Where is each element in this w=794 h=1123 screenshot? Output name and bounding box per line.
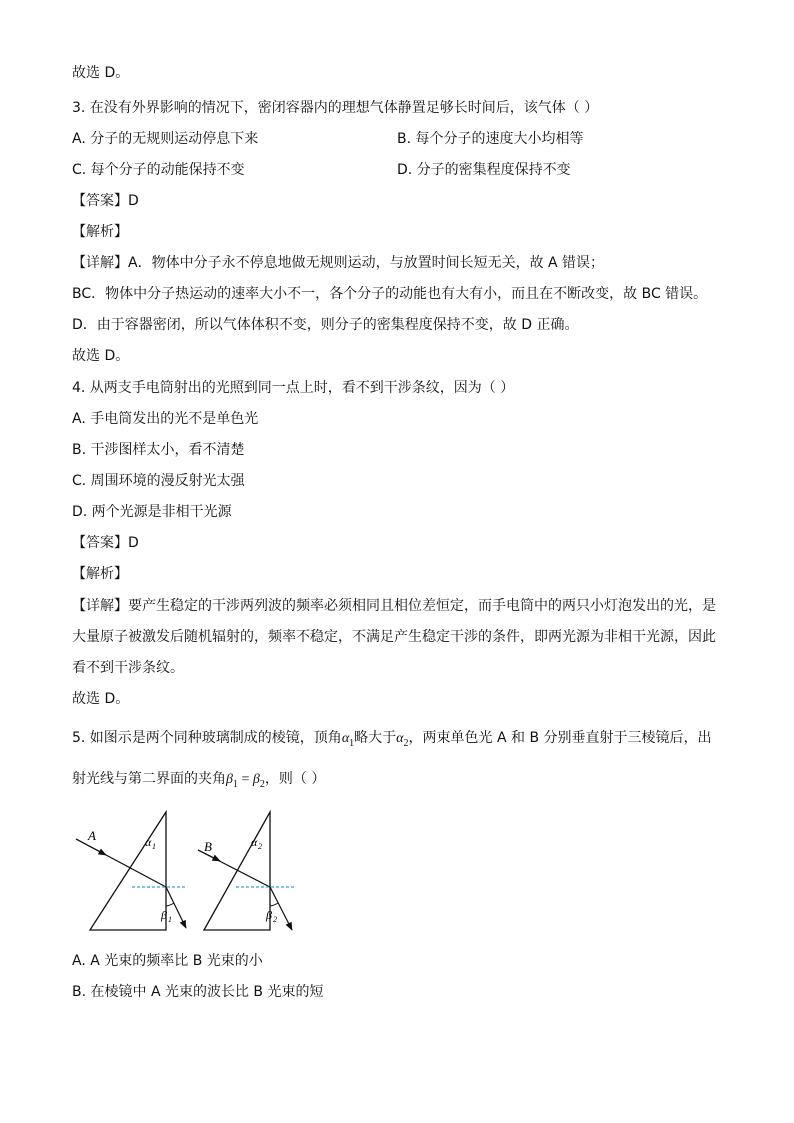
right-prism-outline bbox=[204, 812, 270, 930]
q5-option-a: A. A 光束的频率比 B 光束的小 bbox=[72, 953, 263, 969]
q3-option-a: A. 分子的无规则运动停息下来 bbox=[72, 131, 259, 147]
q5-stem-line-1 bbox=[72, 728, 712, 754]
beta-symbol: β bbox=[226, 772, 233, 787]
q4-detail-line-2: 大量原子被激发后随机辐射的，频率不稳定，不满足产生稳定干涉的条件，即两光源为非相干光源，因此 bbox=[72, 629, 716, 645]
left-apex-sub: 1 bbox=[152, 842, 156, 851]
prism-figure bbox=[70, 806, 310, 936]
q5-stem-text-3: ，两束单色光 A 和 B 分别垂直射于三棱镜后，出 bbox=[408, 730, 712, 746]
q4-option-c: C. 周围环境的漫反射光太强 bbox=[72, 473, 245, 489]
left-exit-label: β bbox=[161, 908, 167, 922]
q4-conclusion: 故选 D。 bbox=[72, 691, 130, 707]
right-exit-sub: 2 bbox=[273, 915, 277, 924]
q4-option-b: B. 干涉图样太小，看不清楚 bbox=[72, 442, 245, 458]
q4-option-a: A. 手电筒发出的光不是单色光 bbox=[72, 411, 259, 427]
left-prism-outline bbox=[90, 812, 166, 930]
q5-stem-text-4: 射光线与第二界面的夹角 bbox=[72, 771, 226, 787]
right-apex-sub: 2 bbox=[258, 842, 262, 851]
left-exit-angle-arc bbox=[166, 903, 174, 906]
alpha-subscript-1: 1 bbox=[349, 737, 355, 749]
q5-stem-text-2: 略大于 bbox=[354, 730, 397, 746]
q3-detail-line-2: BC．物体中分子热运动的速率大小不一，各个分子的动能也有大有小，而且在不断改变，故 BC 错误。 bbox=[72, 286, 708, 302]
right-beam-label: B bbox=[204, 839, 212, 854]
beta-symbol: β bbox=[252, 772, 260, 787]
q4-analysis-heading: 【解析】 bbox=[72, 566, 128, 582]
q3-answer: 【答案】D bbox=[72, 193, 139, 209]
q3-analysis-heading: 【解析】 bbox=[72, 224, 128, 240]
left-beam-label: A bbox=[88, 828, 96, 843]
q3-detail-line-1: 【详解】A．物体中分子永不停息地做无规则运动，与放置时间长短无关，故 A 错误； bbox=[72, 255, 605, 271]
alpha-symbol: α bbox=[341, 731, 350, 746]
beta-subscript-1: 1 bbox=[232, 778, 238, 790]
q4-detail-line-1: 【详解】要产生稳定的干涉两列波的频率必须相同且相位差恒定，而手电筒中的两只小灯泡发出的光，是 bbox=[72, 598, 716, 614]
q3-option-c: C. 每个分子的动能保持不变 bbox=[72, 162, 245, 178]
right-apex-label: α bbox=[251, 835, 258, 849]
q5-stem-text-1: 5. 如图示是两个同种玻璃制成的棱镜，顶角 bbox=[72, 730, 342, 746]
right-exit-label: β bbox=[266, 908, 272, 922]
q5-option-b: B. 在棱镜中 A 光束的波长比 B 光束的短 bbox=[72, 984, 324, 1000]
beta-subscript-2: 2 bbox=[259, 778, 265, 790]
left-apex-label: α bbox=[145, 835, 152, 849]
q3-option-b: B. 每个分子的速度大小均相等 bbox=[397, 131, 584, 147]
alpha-symbol: α bbox=[396, 731, 404, 746]
q4-detail-line-3: 看不到干涉条纹。 bbox=[72, 660, 184, 676]
q3-option-d: D. 分子的密集程度保持不变 bbox=[397, 162, 571, 178]
q3-conclusion: 故选 D。 bbox=[72, 348, 130, 364]
right-exit-angle-arc bbox=[270, 903, 278, 906]
left-exit-sub: 1 bbox=[168, 915, 172, 924]
equals-sign: = bbox=[237, 772, 253, 787]
q5-stem-text-5: ，则（ ） bbox=[264, 771, 326, 787]
q5-stem-line-2 bbox=[72, 769, 325, 795]
q3-stem: 3. 在没有外界影响的情况下，密闭容器内的理想气体静置足够长时间后，该气体（ ） bbox=[72, 100, 599, 116]
q4-option-d: D. 两个光源是非相干光源 bbox=[72, 504, 232, 520]
left-prism bbox=[76, 812, 186, 930]
q4-answer: 【答案】D bbox=[72, 535, 139, 551]
q3-detail-line-3: D．由于容器密闭，所以气体体积不变，则分子的密集程度保持不变，故 D 正确。 bbox=[72, 317, 579, 333]
previous-conclusion: 故选 D。 bbox=[72, 65, 130, 81]
alpha-subscript-2: 2 bbox=[403, 737, 409, 749]
right-prism bbox=[198, 812, 296, 930]
q4-stem: 4. 从两支手电筒射出的光照到同一点上时，看不到干涉条纹，因为（ ） bbox=[72, 380, 515, 396]
